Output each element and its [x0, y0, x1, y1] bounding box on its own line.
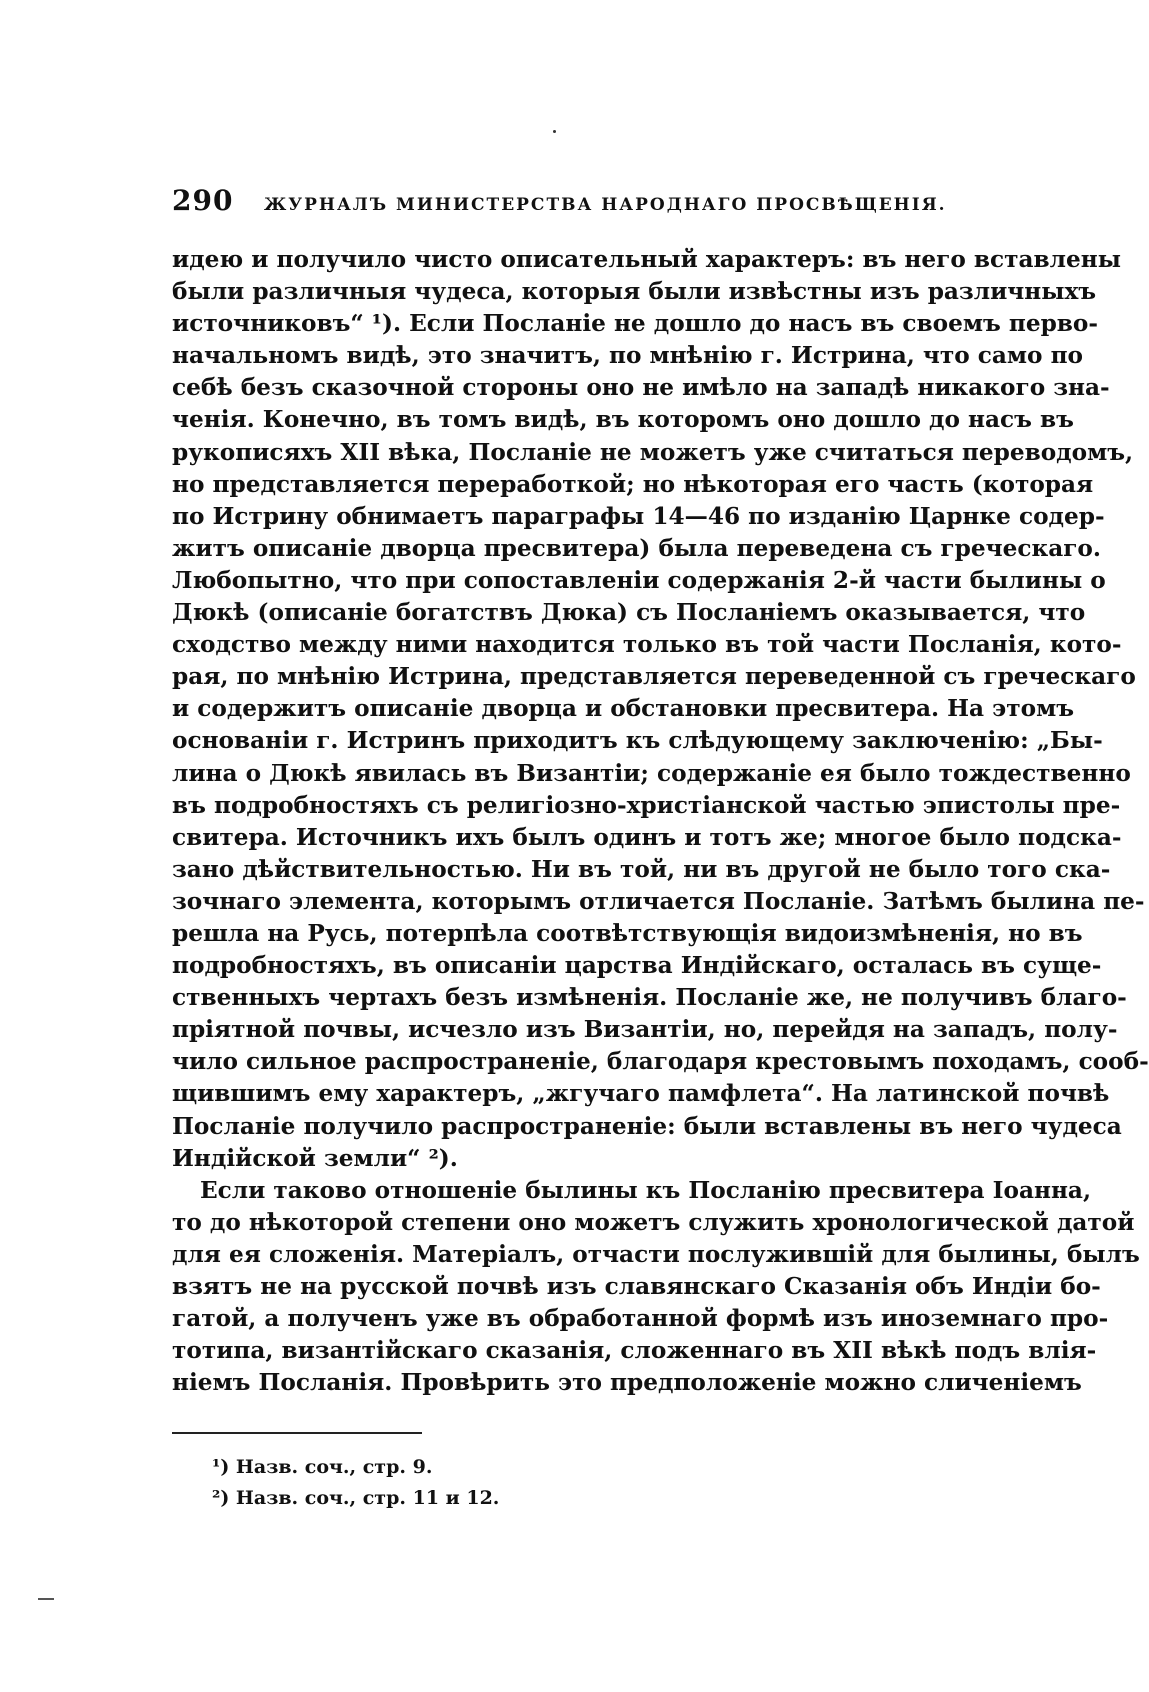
text-line: Если таково отношеніе былины къ Посланію пресвитера Іоанна,	[200, 1176, 1092, 1204]
text-line: но представляется переработкой; но нѣкоторая его часть (которая	[172, 470, 1094, 498]
text-line: зочнаго элемента, которымъ отличается Посланіе. Затѣмъ былина пе-	[172, 887, 1145, 915]
text-line: и содержитъ описаніе дворца и обстановки пресвитера. На этомъ	[172, 695, 1075, 723]
text-line: гатой, а полученъ уже въ обработанной формѣ изъ иноземнаго про-	[172, 1305, 1109, 1333]
text-line: по Истрину обнимаетъ параграфы 14—46 по изданію Царнке содер-	[172, 502, 1105, 530]
text-line: были различныя чудеса, которыя были извѣстны изъ различныхъ	[172, 278, 1097, 306]
text-line: щившимъ ему характеръ, „жгучаго памфлета“. На латинской почвѣ	[172, 1080, 1110, 1108]
text-line: то до нѣкоторой степени оно можетъ служить хронологической датой	[172, 1208, 1135, 1236]
footnote: ¹) Назв. соч., стр. 9.	[212, 1456, 433, 1478]
text-line: рая, по мнѣнію Истрина, представляется переведенной съ греческаго	[172, 663, 1136, 691]
text-line: ственныхъ чертахъ безъ измѣненія. Посланіе же, не получивъ благо-	[172, 984, 1127, 1012]
footnote-divider	[172, 1432, 422, 1434]
page-number: 290	[172, 184, 234, 217]
text-line: основаніи г. Истринъ приходитъ къ слѣдующему заключенію: „Бы-	[172, 727, 1103, 755]
text-line: взятъ не на русской почвѣ изъ славянскаго Сказанія объ Индіи бо-	[172, 1273, 1101, 1300]
footnotes	[212, 1452, 812, 1514]
text-line: подробностяхъ, въ описаніи царства Индійскаго, осталась въ суще-	[172, 952, 1102, 980]
text-line: свитера. Источникъ ихъ былъ одинъ и тотъ же; многое было подска-	[172, 823, 1122, 851]
text-line: сходство между ними находится только въ той части Посланія, кото-	[172, 631, 1122, 659]
margin-mark	[38, 1598, 54, 1600]
text-line: Посланіе получило распространеніе: были вставлены въ него чудеса	[172, 1112, 1122, 1140]
page-header	[172, 184, 978, 220]
text-line: Дюкѣ (описаніе богатствъ Дюка) съ Посланіемъ оказывается, что	[172, 599, 1086, 627]
text-line: решла на Русь, потерпѣла соотвѣтствующія видоизмѣненія, но въ	[172, 919, 1083, 947]
running-title: ЖУРНАЛЪ МИНИСТЕРСТВА НАРОДНАГО ПРОСВѢЩЕНІЯ.	[264, 195, 947, 215]
text-line: лина о Дюкѣ явилась въ Византіи; содержаніе ея было тождественно	[172, 759, 1131, 787]
text-line: Любопытно, что при сопоставленіи содержанія 2-й части былины о	[172, 566, 1106, 594]
footnote: ²) Назв. соч., стр. 11 и 12.	[212, 1487, 500, 1509]
text-line: ченія. Конечно, въ томъ видѣ, въ которомъ оно дошло до насъ въ	[172, 406, 1074, 434]
text-line: тотипа, византійскаго сказанія, сложеннаго въ XII вѣкѣ подъ влія-	[172, 1337, 1097, 1365]
text-line: начальномъ видѣ, это значитъ, по мнѣнію г. Истрина, что само по	[172, 342, 1084, 370]
text-line: рукописяхъ XII вѣка, Посланіе не можетъ уже считаться переводомъ,	[172, 438, 1134, 466]
text-line: источниковъ“ ¹). Если Посланіе не дошло до насъ въ своемъ перво-	[172, 310, 1099, 338]
text-line: житъ описаніе дворца пресвитера) была переведена съ греческаго.	[172, 534, 1101, 562]
text-line: въ подробностяхъ съ религіозно-христіанской частью эпистолы пре-	[172, 791, 1121, 819]
text-line: идею и получило чисто описательный характеръ: въ него вставлены	[172, 246, 1121, 273]
text-line: для ея сложенія. Матеріалъ, отчасти послужившій для былины, былъ	[172, 1240, 1140, 1268]
text-line: зано дѣйствительностью. Ни въ той, ни въ другой не было того ска-	[172, 855, 1111, 883]
text-line: Индійской земли“ ²).	[172, 1144, 458, 1172]
body-text	[172, 244, 1149, 1399]
text-line: пріятной почвы, исчезло изъ Византіи, но, перейдя на западъ, полу-	[172, 1016, 1118, 1044]
text-line: чило сильное распространеніе, благодаря крестовымъ походамъ, сооб-	[172, 1048, 1149, 1076]
text-line: себѣ безъ сказочной стороны оно не имѣло на западѣ никакого зна-	[172, 374, 1110, 402]
text-line: ніемъ Посланія. Провѣрить это предположеніе можно сличеніемъ	[172, 1369, 1082, 1397]
print-speck	[553, 130, 556, 133]
